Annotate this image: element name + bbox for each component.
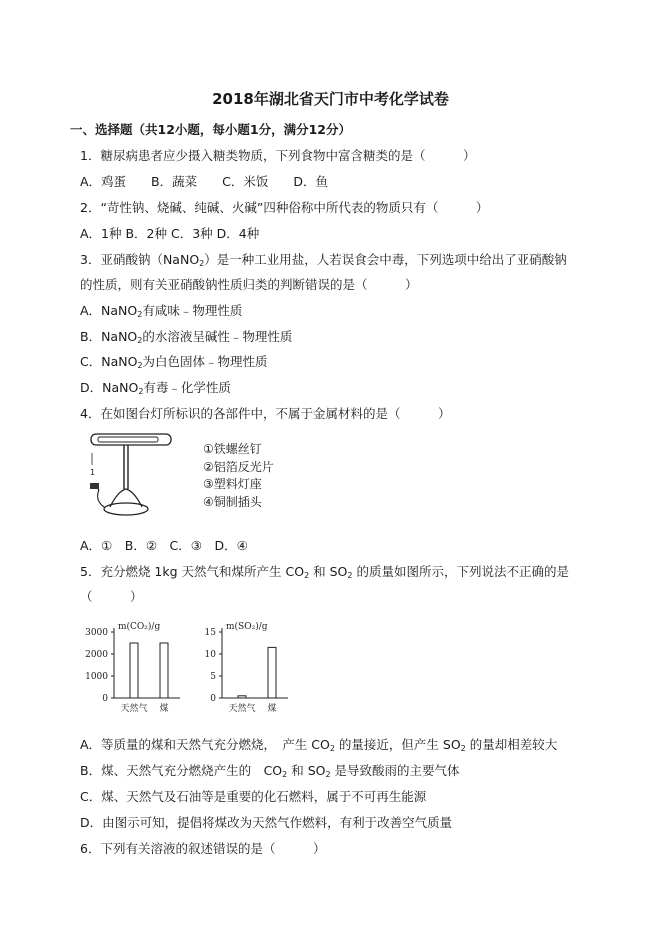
q2-stem: 2．“苛性钠、烧碱、纯碱、火碱”四种俗称中所代表的物质只有（ ）	[80, 200, 489, 215]
y-tick-label: 5	[210, 672, 216, 682]
q5-stem: 5．充分燃烧 1kg 天然气和煤所产生 $CO_2$ 和 $SO_2$ 的质量如图所示，下列说法不正确的是	[80, 564, 569, 580]
q4-options: A．① B．② C．③ D．④	[80, 538, 248, 553]
q5-option-a: A．等质量的煤和天然气充分燃烧， 产生 $CO_2$ 的量接近，但产生 $SO_2$ 的量却相差较大	[80, 737, 558, 753]
y-tick-label: 0	[210, 694, 216, 704]
bar	[238, 696, 246, 698]
section-heading: 一、选择题（共12小题，每小题1分，满分12分）	[70, 122, 351, 137]
q3-option-b: B．NaNO$_2$的水溶液呈碱性﹣物理性质	[80, 329, 293, 345]
legend-item: ④铜制插头	[203, 494, 262, 509]
bar	[160, 643, 168, 698]
legend-item: ②铝箔反光片	[203, 459, 274, 474]
y-tick-label: 3000	[85, 628, 108, 638]
q3-stem-line2: 的性质，则有关亚硝酸钠性质归类的判断错误的是（ ）	[80, 277, 418, 292]
q3-stem: 3．亚硝酸钠（NaNO$_2$）是一种工业用盐，人若误食会中毒，下列选项中给出了亚硝酸钠	[80, 252, 567, 268]
x-tick-label: 煤	[159, 704, 169, 714]
so2-bar-chart	[188, 618, 298, 720]
q1-stem: 1．糖尿病患者应少摄入糖类物质，下列食物中富含糖类的是（ ）	[80, 148, 476, 163]
y-tick-label: 0	[102, 694, 108, 704]
desk-lamp-figure	[88, 431, 180, 523]
x-tick-label: 天然气	[120, 704, 148, 714]
chart-title: m(SO₂)/g	[226, 622, 268, 632]
page-title: 2018年湖北省天门市中考化学试卷	[212, 90, 449, 108]
x-tick-label: 煤	[267, 704, 277, 714]
q6-stem: 6．下列有关溶液的叙述错误的是（ ）	[80, 841, 326, 856]
q5-option-d: D．由图示可知，提倡将煤改为天然气作燃料，有利于改善空气质量	[80, 815, 453, 830]
bar	[130, 643, 138, 698]
legend-item: ①铁螺丝钉	[203, 442, 262, 456]
q4-stem: 4．在如图台灯所标识的各部件中，不属于金属材料的是（ ）	[80, 406, 451, 421]
q5-option-c: C．煤、天然气及石油等是重要的化石燃料，属于不可再生能源	[80, 789, 427, 804]
x-tick-label: 天然气	[228, 704, 256, 714]
q3-option-a: A．NaNO$_2$有咸味﹣物理性质	[80, 303, 243, 319]
co2-bar-chart	[80, 618, 190, 720]
q2-options: A．1种 B．2种 C．3种 D．4种	[80, 226, 260, 241]
chart-title: m(CO₂)/g	[118, 622, 161, 632]
q4-legend	[203, 441, 274, 511]
lamp-label-1: 1	[90, 468, 96, 477]
q5-option-b: B．煤、天然气充分燃烧产生的 $CO_2$ 和 $SO_2$ 是导致酸雨的主要气体	[80, 763, 460, 779]
legend-item: ③塑料灯座	[203, 477, 262, 491]
y-tick-label: 15	[204, 628, 216, 638]
q3-option-d: D．NaNO$_2$有毒﹣化学性质	[80, 380, 231, 396]
bar	[268, 647, 276, 698]
y-tick-label: 10	[204, 650, 216, 660]
q3-option-c: C．NaNO$_2$为白色固体﹣物理性质	[80, 354, 268, 370]
y-tick-label: 2000	[85, 650, 108, 660]
q5-stem-line2: （ ）	[80, 589, 143, 604]
q1-options: A．鸡蛋 B．蔬菜 C．米饭 D．鱼	[80, 174, 328, 189]
y-tick-label: 1000	[85, 672, 108, 682]
